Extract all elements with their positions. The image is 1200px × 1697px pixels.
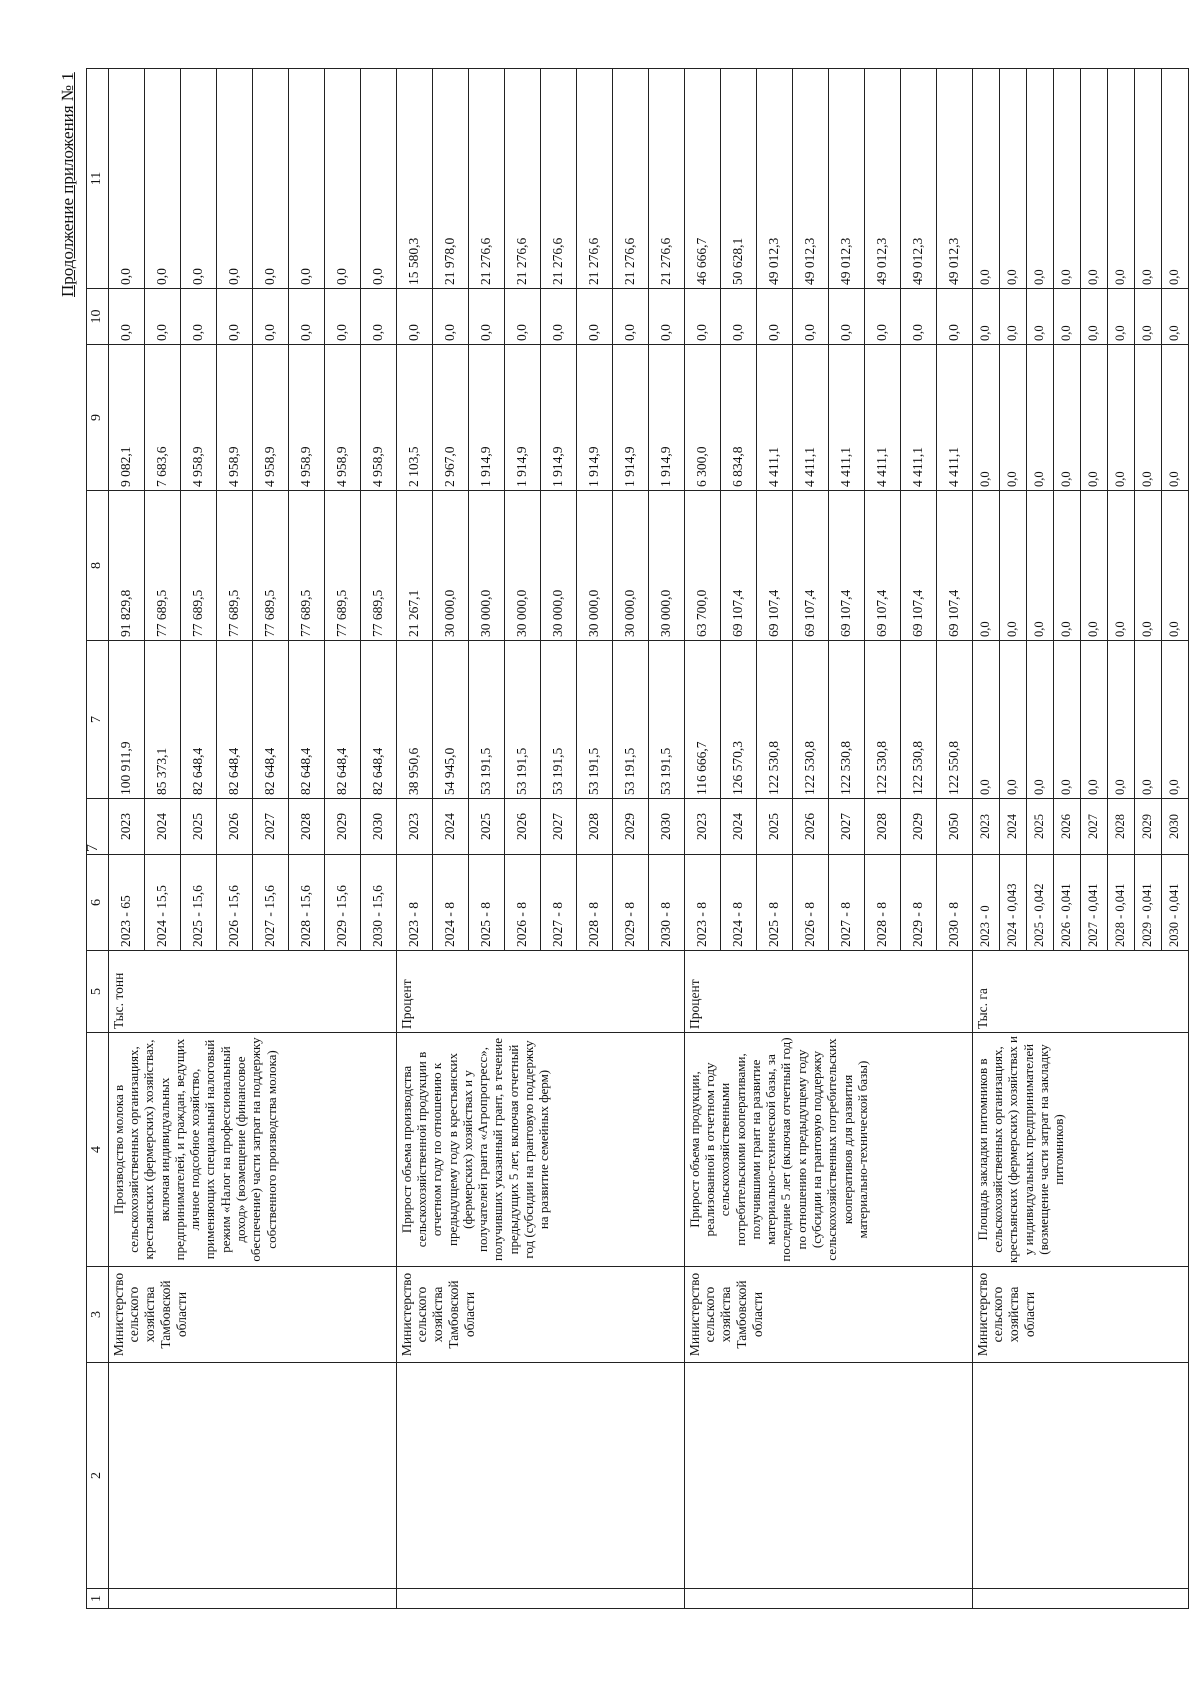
regional-cell: 9 082,1 [108,345,144,491]
federal-cell: 0,0 [1107,491,1134,641]
local-cell: 0,0 [792,289,828,345]
local-cell: 0,0 [180,289,216,345]
other-cell: 21 978,0 [432,69,468,289]
total-cell: 53 191,5 [504,641,540,799]
local-cell: 0,0 [108,289,144,345]
federal-cell: 0,0 [1026,491,1053,641]
target-cell: 2025 - 8 [468,855,504,951]
total-cell: 38 950,6 [396,641,432,799]
other-cell: 49 012,3 [828,69,864,289]
responsible-cell: Министерство сельского хозяйства области [972,1267,1188,1363]
regional-cell: 4 411,1 [828,345,864,491]
other-cell: 0,0 [144,69,180,289]
total-cell: 0,0 [1107,641,1134,799]
year-cell: 2026 [1053,799,1080,855]
federal-cell: 30 000,0 [540,491,576,641]
year-cell: 2023 [108,799,144,855]
local-cell: 0,0 [432,289,468,345]
target-cell: 2027 - 15,6 [252,855,288,951]
target-cell: 2025 - 0,042 [1026,855,1053,951]
col1-cell [684,1589,972,1609]
federal-cell: 69 107,4 [756,491,792,641]
year-cell: 2050 [936,799,972,855]
other-cell: 0,0 [180,69,216,289]
table-row [396,69,432,1609]
regional-cell: 0,0 [972,345,999,491]
header-cell: 8 [87,491,109,641]
year-cell: 2030 [360,799,396,855]
total-cell: 53 191,5 [540,641,576,799]
appendix-note: Продолжение приложения № 1 [58,72,77,297]
year-cell: 2025 [756,799,792,855]
target-cell: 2028 - 15,6 [288,855,324,951]
other-cell: 46 666,7 [684,69,720,289]
other-cell: 0,0 [360,69,396,289]
total-cell: 0,0 [1080,641,1107,799]
total-cell: 122 530,8 [792,641,828,799]
local-cell: 0,0 [1107,289,1134,345]
federal-cell: 69 107,4 [936,491,972,641]
target-cell: 2030 - 0,041 [1161,855,1188,951]
year-cell: 2023 [684,799,720,855]
total-cell: 82 648,4 [252,641,288,799]
federal-cell: 21 267,1 [396,491,432,641]
header-cell [87,799,109,855]
federal-cell: 30 000,0 [576,491,612,641]
total-cell: 53 191,5 [576,641,612,799]
regional-cell: 1 914,9 [468,345,504,491]
federal-cell: 69 107,4 [900,491,936,641]
target-cell: 2028 - 8 [576,855,612,951]
other-cell: 21 276,6 [504,69,540,289]
other-cell: 21 276,6 [612,69,648,289]
local-cell: 0,0 [999,289,1026,345]
header-cell: 5 [87,951,109,1033]
federal-cell: 0,0 [972,491,999,641]
target-cell: 2024 - 15,5 [144,855,180,951]
local-cell: 0,0 [1134,289,1161,345]
table-row [108,69,144,1609]
target-cell: 2026 - 15,6 [216,855,252,951]
regional-cell: 6 834,8 [720,345,756,491]
regional-cell: 0,0 [1161,345,1188,491]
federal-cell: 69 107,4 [828,491,864,641]
header-cell: 3 [87,1267,109,1363]
indicator-cell: Прирост объема производства сельскохозяйственной продукции в отчетном году по отношению к предыдущему году в крестьянских (фермерских) хозяйствах и у получателей гранта «Агропрогресс», получивших указанный грант, в течение предыдущих 5 лет, включая отчетный год (субсидии на грантовую поддержку на развитие семейных ферм) [396,1033,684,1267]
federal-cell: 91 829,8 [108,491,144,641]
federal-cell: 69 107,4 [720,491,756,641]
federal-cell: 69 107,4 [792,491,828,641]
regional-cell: 4 411,1 [756,345,792,491]
local-cell: 0,0 [252,289,288,345]
target-cell: 2029 - 8 [900,855,936,951]
col2-cell [108,1363,396,1589]
target-cell: 2027 - 8 [540,855,576,951]
local-cell: 0,0 [612,289,648,345]
other-cell: 0,0 [1107,69,1134,289]
responsible-cell: Министерство сельского хозяйства Тамбовской области [108,1267,396,1363]
unit-cell: Процент [396,951,684,1033]
local-cell: 0,0 [1053,289,1080,345]
year-cell: 2023 [396,799,432,855]
regional-cell: 6 300,0 [684,345,720,491]
local-cell: 0,0 [864,289,900,345]
indicator-cell: Площадь закладки питомников в сельскохозяйственных организациях, крестьянских (фермерских) хозяйствах и у индивидуальных предпринимателей (возмещение части затрат на закладку питомников) [972,1033,1188,1267]
other-cell: 0,0 [108,69,144,289]
target-cell: 2029 - 8 [612,855,648,951]
regional-cell: 0,0 [1080,345,1107,491]
year-cell: 2024 [432,799,468,855]
regional-cell: 4 958,9 [180,345,216,491]
year-cell: 2025 [1026,799,1053,855]
other-cell: 49 012,3 [900,69,936,289]
year-cell: 2029 [900,799,936,855]
regional-cell: 1 914,9 [648,345,684,491]
total-cell: 0,0 [1134,641,1161,799]
local-cell: 0,0 [468,289,504,345]
local-cell: 0,0 [972,289,999,345]
federal-cell: 0,0 [999,491,1026,641]
federal-cell: 0,0 [1053,491,1080,641]
year-cell: 2026 [504,799,540,855]
other-cell: 49 012,3 [756,69,792,289]
total-cell: 122 550,8 [936,641,972,799]
target-cell: 2024 - 8 [432,855,468,951]
col2-cell [684,1363,972,1589]
unit-cell: Процент [684,951,972,1033]
target-cell: 2025 - 15,6 [180,855,216,951]
target-cell: 2029 - 0,041 [1134,855,1161,951]
total-cell: 82 648,4 [360,641,396,799]
target-cell: 2028 - 0,041 [1107,855,1134,951]
total-cell: 116 666,7 [684,641,720,799]
total-cell: 82 648,4 [288,641,324,799]
col1-cell [396,1589,684,1609]
year-cell: 2028 [1107,799,1134,855]
other-cell: 50 628,1 [720,69,756,289]
total-cell: 0,0 [999,641,1026,799]
other-cell: 49 012,3 [936,69,972,289]
federal-cell: 0,0 [1134,491,1161,641]
regional-cell: 0,0 [999,345,1026,491]
year-cell: 2025 [180,799,216,855]
regional-cell: 7 683,6 [144,345,180,491]
regional-cell: 1 914,9 [576,345,612,491]
year-cell: 2027 [540,799,576,855]
indicator-cell: Производство молока в сельскохозяйственных организациях, крестьянских (фермерских) хозяйствах, включая индивидуальных предпринимателей, и граждан, ведущих личное подсобное хозяйство, применяющих специальный налоговый режим «Налог на профессиональный доход» (возмещение (финансовое обеспечение) части затрат на поддержку собственного производства молока) [108,1033,396,1267]
target-cell: 2026 - 8 [792,855,828,951]
total-cell: 82 648,4 [324,641,360,799]
total-cell: 0,0 [1026,641,1053,799]
year-cell: 2030 [648,799,684,855]
year-cell: 2026 [792,799,828,855]
regional-cell: 4 958,9 [324,345,360,491]
local-cell: 0,0 [828,289,864,345]
other-cell: 21 276,6 [576,69,612,289]
total-cell: 0,0 [972,641,999,799]
federal-cell: 77 689,5 [324,491,360,641]
local-cell: 0,0 [1161,289,1188,345]
regional-cell: 2 103,5 [396,345,432,491]
unit-cell: Тыс. тонн [108,951,396,1033]
header-cell: 1 [87,1589,109,1609]
local-cell: 0,0 [900,289,936,345]
regional-cell: 4 958,9 [288,345,324,491]
target-cell: 2030 - 15,6 [360,855,396,951]
year-cell: 2029 [612,799,648,855]
year-cell: 2028 [864,799,900,855]
col2-cell [972,1363,1188,1589]
regional-cell: 2 967,0 [432,345,468,491]
other-cell: 21 276,6 [540,69,576,289]
year-cell: 2026 [216,799,252,855]
table-row [972,69,999,1609]
year-cell: 2027 [252,799,288,855]
total-cell: 122 530,8 [900,641,936,799]
other-cell: 0,0 [999,69,1026,289]
responsible-cell: Министерство сельского хозяйства Тамбовской области [684,1267,972,1363]
header-cell: 6 [87,855,109,951]
federal-cell: 0,0 [1080,491,1107,641]
regional-cell: 1 914,9 [540,345,576,491]
header-row [87,69,109,1609]
indicator-cell: Прирост объема продукции, реализованной в отчетном году сельскохозяйственными потребительскими кооперативами, получившими грант на развитие материально-технической базы, за последние 5 лет (включая отчетный год) по отношению к предыдущему году (субсидии на грантовую поддержку сельскохозяйственных потребительских кооперативов для развития материально-технической базы) [684,1033,972,1267]
federal-cell: 30 000,0 [504,491,540,641]
target-cell: 2026 - 8 [504,855,540,951]
federal-cell: 77 689,5 [216,491,252,641]
year-cell: 2024 [144,799,180,855]
federal-cell: 30 000,0 [612,491,648,641]
target-cell: 2023 - 8 [684,855,720,951]
regional-cell: 4 958,9 [216,345,252,491]
local-cell: 0,0 [936,289,972,345]
indicators-table [86,68,1189,1609]
total-cell: 53 191,5 [468,641,504,799]
header-cell: 2 [87,1363,109,1589]
local-cell: 0,0 [540,289,576,345]
responsible-cell: Министерство сельского хозяйства Тамбовской области [396,1267,684,1363]
federal-cell: 77 689,5 [252,491,288,641]
federal-cell: 77 689,5 [180,491,216,641]
total-cell: 54 945,0 [432,641,468,799]
other-cell: 0,0 [1026,69,1053,289]
regional-cell: 4 958,9 [252,345,288,491]
local-cell: 0,0 [648,289,684,345]
header-cell: 9 [87,345,109,491]
header-cell: 4 [87,1033,109,1267]
total-cell: 85 373,1 [144,641,180,799]
regional-cell: 0,0 [1134,345,1161,491]
target-cell: 2030 - 8 [936,855,972,951]
col1-cell [108,1589,396,1609]
unit-cell: Тыс. га [972,951,1188,1033]
target-cell: 2024 - 0,043 [999,855,1026,951]
target-cell: 2024 - 8 [720,855,756,951]
year-cell: 2029 [324,799,360,855]
regional-cell: 4 411,1 [792,345,828,491]
local-cell: 0,0 [144,289,180,345]
other-cell: 0,0 [288,69,324,289]
regional-cell: 1 914,9 [612,345,648,491]
local-cell: 0,0 [756,289,792,345]
federal-cell: 69 107,4 [864,491,900,641]
target-cell: 2027 - 8 [828,855,864,951]
total-cell: 100 911,9 [108,641,144,799]
other-cell: 0,0 [1080,69,1107,289]
total-cell: 82 648,4 [180,641,216,799]
local-cell: 0,0 [1080,289,1107,345]
year-cell: 2025 [468,799,504,855]
other-cell: 49 012,3 [792,69,828,289]
year-cell: 2029 [1134,799,1161,855]
other-cell: 21 276,6 [468,69,504,289]
other-cell: 0,0 [972,69,999,289]
year-cell: 2023 [972,799,999,855]
target-cell: 2023 - 65 [108,855,144,951]
year-cell: 2027 [828,799,864,855]
regional-cell: 0,0 [1053,345,1080,491]
local-cell: 0,0 [324,289,360,345]
total-cell: 53 191,5 [612,641,648,799]
header-cell: 7 [87,641,109,799]
total-cell: 0,0 [1161,641,1188,799]
regional-cell: 4 411,1 [900,345,936,491]
table-row [684,69,720,1609]
local-cell: 0,0 [1026,289,1053,345]
other-cell: 0,0 [324,69,360,289]
total-cell: 0,0 [1053,641,1080,799]
year-cell: 2030 [1161,799,1188,855]
target-cell: 2029 - 15,6 [324,855,360,951]
target-cell: 2025 - 8 [756,855,792,951]
regional-cell: 0,0 [1107,345,1134,491]
year-cell: 2024 [720,799,756,855]
target-cell: 2026 - 0,041 [1053,855,1080,951]
local-cell: 0,0 [360,289,396,345]
header-cell: 10 [87,289,109,345]
header-cell: 11 [87,69,109,289]
federal-cell: 30 000,0 [468,491,504,641]
regional-cell: 4 411,1 [864,345,900,491]
other-cell: 0,0 [1053,69,1080,289]
regional-cell: 4 411,1 [936,345,972,491]
other-cell: 49 012,3 [864,69,900,289]
other-cell: 0,0 [1161,69,1188,289]
other-cell: 0,0 [216,69,252,289]
local-cell: 0,0 [396,289,432,345]
other-cell: 0,0 [252,69,288,289]
col2-cell [396,1363,684,1589]
other-cell: 15 580,3 [396,69,432,289]
total-cell: 122 530,8 [864,641,900,799]
regional-cell: 0,0 [1026,345,1053,491]
page-number: 7 [84,844,101,852]
local-cell: 0,0 [684,289,720,345]
target-cell: 2030 - 8 [648,855,684,951]
year-cell: 2027 [1080,799,1107,855]
local-cell: 0,0 [288,289,324,345]
federal-cell: 0,0 [1161,491,1188,641]
target-cell: 2028 - 8 [864,855,900,951]
federal-cell: 77 689,5 [288,491,324,641]
col1-cell [972,1589,1188,1609]
local-cell: 0,0 [216,289,252,345]
local-cell: 0,0 [576,289,612,345]
target-cell: 2027 - 0,041 [1080,855,1107,951]
other-cell: 21 276,6 [648,69,684,289]
total-cell: 126 570,3 [720,641,756,799]
local-cell: 0,0 [504,289,540,345]
total-cell: 53 191,5 [648,641,684,799]
regional-cell: 4 958,9 [360,345,396,491]
target-cell: 2023 - 0 [972,855,999,951]
total-cell: 122 530,8 [828,641,864,799]
year-cell: 2028 [288,799,324,855]
regional-cell: 1 914,9 [504,345,540,491]
local-cell: 0,0 [720,289,756,345]
total-cell: 82 648,4 [216,641,252,799]
year-cell: 2024 [999,799,1026,855]
federal-cell: 63 700,0 [684,491,720,641]
target-cell: 2023 - 8 [396,855,432,951]
total-cell: 122 530,8 [756,641,792,799]
other-cell: 0,0 [1134,69,1161,289]
federal-cell: 77 689,5 [144,491,180,641]
year-cell: 2028 [576,799,612,855]
federal-cell: 30 000,0 [648,491,684,641]
federal-cell: 77 689,5 [360,491,396,641]
federal-cell: 30 000,0 [432,491,468,641]
